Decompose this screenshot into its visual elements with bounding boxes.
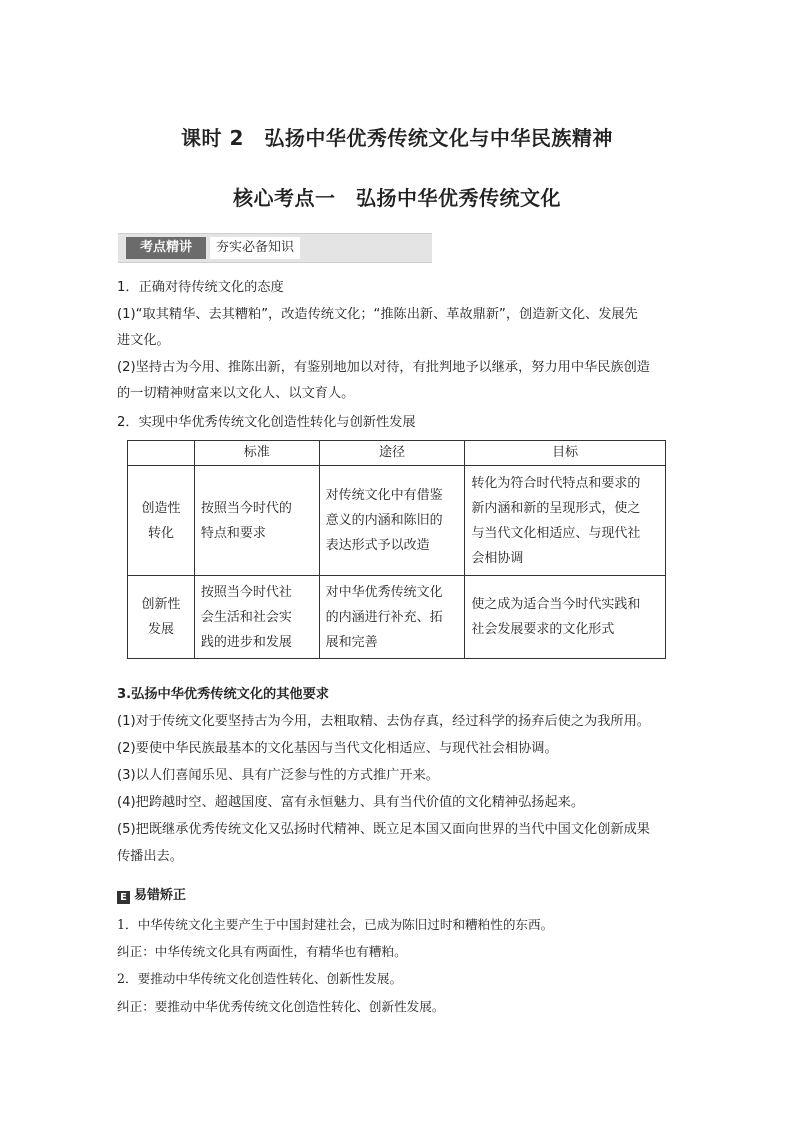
table-row <box>128 466 666 576</box>
section3-item: (2)要使中华民族最基本的文化基因与当代文化相适应、与现代社会相协调。 <box>117 741 558 756</box>
cell-line: 转化为符合时代特点和要求的 <box>471 475 641 491</box>
table-cell-standard <box>194 576 319 659</box>
section3-item: (5)把既继承优秀传统文化又弘扬时代精神、既立足本国又面向世界的当代中国文化创新成果 <box>117 822 650 837</box>
table-row <box>128 576 666 659</box>
cell-line: 按照当今时代社 <box>200 584 292 600</box>
section-banner <box>118 233 432 263</box>
table-header-path: 途径 <box>319 441 465 466</box>
section1-item2-line2: 的一切精神财富来以文化人、以文育人。 <box>117 386 355 401</box>
cell-line: 对中华优秀传统文化 <box>325 584 443 600</box>
cell-line: 转化 <box>147 525 174 541</box>
cell-line: 特点和要求 <box>200 525 266 541</box>
table-header-empty <box>128 441 195 466</box>
section3-item: (3)以人们喜闻乐见、具有广泛参与性的方式推广开来。 <box>117 768 439 783</box>
cell-line: 新内涵和新的呈现形式，使之 <box>471 500 641 516</box>
cell-line: 会生活和社会实 <box>200 609 292 625</box>
table-header-row <box>128 441 666 466</box>
section1-item1-line1: (1)“取其精华、去其糟粕”，改造传统文化；“推陈出新、革故鼎新”，创造新文化、发展先 <box>117 307 638 322</box>
error-correction-title: 易错矫正 <box>134 888 187 903</box>
section1-item2-line1: (2)坚持古为今用、推陈出新，有鉴别地加以对待，有批判地予以继承，努力用中华民族创造 <box>117 360 650 375</box>
section2-heading: 2．实现中华优秀传统文化创造性转化与创新性发展 <box>117 415 416 430</box>
correction-line: 纠正：中华传统文化具有两面性，有精华也有糟粕。 <box>117 944 407 959</box>
table-cell-goal <box>465 576 666 659</box>
core-point-title: 核心考点一 弘扬中华优秀传统文化 <box>233 186 561 210</box>
table-cell-standard <box>194 466 319 576</box>
cell-line: 社会发展要求的文化形式 <box>471 622 615 637</box>
section3-item5-line2: 传播出去。 <box>117 849 183 864</box>
error-line: 1．中华传统文化主要产生于中国封建社会，已成为陈旧过时和糟粕性的东西。 <box>117 917 554 932</box>
cell-line: 按照当今时代的 <box>200 500 292 516</box>
cell-line: 意义的内涵和陈旧的 <box>325 513 443 528</box>
table-cell-path <box>319 466 465 576</box>
error-line: 2．要推动中华传统文化创造性转化、创新性发展。 <box>117 971 403 986</box>
cell-line: 与当代文化相适应、与现代社 <box>471 525 641 541</box>
cell-line: 表达形式予以改造 <box>325 538 430 553</box>
correction-line: 纠正：要推动中华优秀传统文化创造性转化、创新性发展。 <box>117 999 445 1014</box>
cell-line: 对传统文化中有借鉴 <box>325 488 443 503</box>
table-cell-name <box>128 576 195 659</box>
cell-line: 的内涵进行补充、拓 <box>325 609 443 625</box>
banner-tag: 考点精讲 <box>126 237 206 259</box>
banner-subtitle: 夯实必备知识 <box>210 237 300 259</box>
section3-heading: 3.弘扬中华优秀传统文化的其他要求 <box>117 687 329 702</box>
cell-line: 创造性 <box>141 500 181 516</box>
error-correction-heading <box>117 884 186 904</box>
cell-line: 使之成为适合当今时代实践和 <box>471 597 641 612</box>
table-cell-name <box>128 466 195 576</box>
table-cell-goal <box>465 466 666 576</box>
section3-item: (1)对于传统文化要坚持古为今用，去粗取精、去伪存真，经过科学的扬弃后使之为我所用。 <box>117 714 650 729</box>
section1-item1-line2: 进文化。 <box>117 333 170 348</box>
cell-line: 会相协调 <box>471 550 524 566</box>
section1-heading: 1．正确对待传统文化的态度 <box>117 280 284 295</box>
lesson-title: 课时 2 弘扬中华优秀传统文化与中华民族精神 <box>181 126 613 150</box>
comparison-table <box>127 440 666 659</box>
section3-item: (4)把跨越时空、超越国度、富有永恒魅力、具有当代价值的文化精神弘扬起来。 <box>117 795 585 810</box>
table-cell-path <box>319 576 465 659</box>
cell-line: 发展 <box>147 622 174 637</box>
table-header-goal: 目标 <box>465 441 666 466</box>
cell-line: 展和完善 <box>325 634 378 650</box>
cell-line: 创新性 <box>141 597 181 612</box>
error-correction-icon: E <box>117 891 130 904</box>
table-header-standard: 标准 <box>194 441 319 466</box>
cell-line: 践的进步和发展 <box>200 634 292 650</box>
